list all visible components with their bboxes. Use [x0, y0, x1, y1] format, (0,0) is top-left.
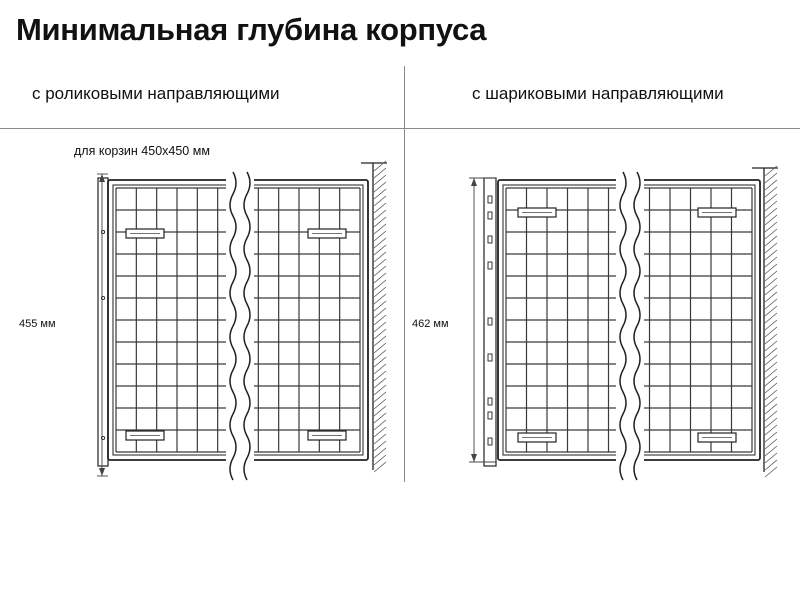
basket-size-note: для корзин 450x450 мм [74, 144, 210, 158]
right-rail-slot [488, 398, 492, 405]
right-rail-slot [488, 412, 492, 419]
right-slide-rail [484, 178, 496, 466]
right-rail-slot [488, 354, 492, 361]
right-dimension-arrow-top [471, 178, 477, 186]
right-wall-hatching [765, 166, 777, 477]
left-depth-dimension: 455 мм [19, 318, 56, 330]
right-rail-slot [488, 438, 492, 445]
right-dimension-arrow-bottom [471, 454, 477, 462]
left-column-heading: с роликовыми направляющими [32, 84, 280, 103]
right-rail-slot [488, 236, 492, 243]
right-column-heading: с шариковыми направляющими [472, 84, 724, 103]
page-title: Минимальная глубина корпуса [16, 12, 487, 47]
right-rail-slot [488, 318, 492, 325]
right-rail-slot [488, 262, 492, 269]
right-break-symbol [616, 172, 644, 480]
right-rail-slot [488, 212, 492, 219]
right-rail-slot [488, 196, 492, 203]
right-depth-dimension: 462 мм [412, 318, 449, 330]
